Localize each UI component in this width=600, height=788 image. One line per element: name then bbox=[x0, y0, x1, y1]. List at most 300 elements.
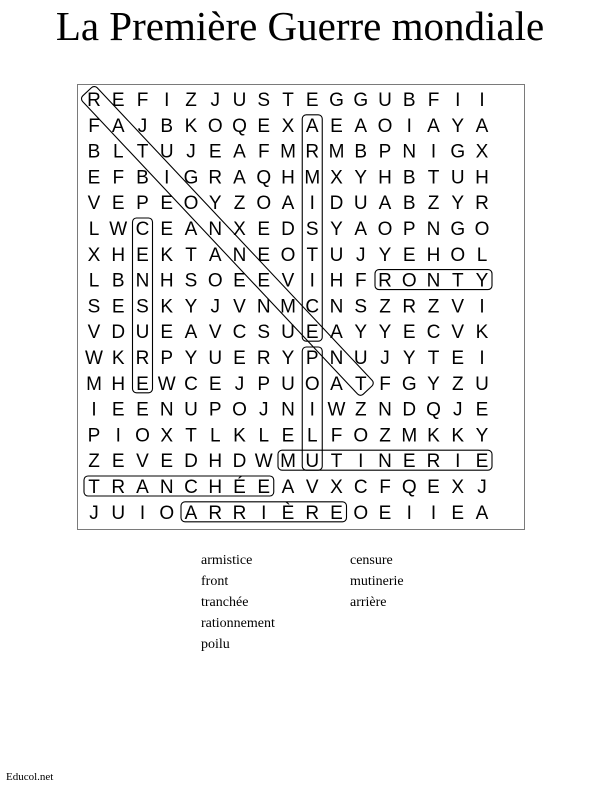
grid-cell[interactable]: E bbox=[281, 425, 295, 447]
grid-cell[interactable]: S bbox=[257, 90, 271, 111]
grid-cell[interactable]: O bbox=[353, 425, 369, 447]
grid-cell[interactable]: R bbox=[305, 502, 320, 524]
grid-cell[interactable]: B bbox=[111, 270, 125, 292]
grid-cell[interactable]: W bbox=[327, 399, 346, 421]
grid-cell[interactable]: P bbox=[305, 348, 319, 369]
grid-cell[interactable]: A bbox=[305, 115, 319, 137]
grid-cell[interactable]: Q bbox=[232, 115, 247, 137]
grid-cell[interactable]: D bbox=[402, 399, 417, 421]
grid-cell[interactable]: Y bbox=[354, 167, 368, 189]
grid-cell[interactable]: O bbox=[159, 502, 175, 524]
word-list-item: armistice bbox=[201, 553, 253, 568]
grid-cell[interactable]: C bbox=[184, 373, 198, 395]
grid-cell[interactable]: I bbox=[479, 296, 485, 318]
grid-cell[interactable]: V bbox=[87, 193, 101, 215]
grid-cell[interactable]: U bbox=[159, 141, 174, 163]
grid-cell[interactable]: M bbox=[328, 141, 345, 163]
grid-cell[interactable]: H bbox=[378, 167, 392, 189]
grid-cell[interactable]: U bbox=[378, 90, 392, 111]
grid-cell[interactable]: N bbox=[281, 399, 295, 421]
grid-cell[interactable]: D bbox=[329, 193, 344, 215]
grid-cell[interactable]: R bbox=[208, 502, 223, 524]
grid-cell[interactable]: E bbox=[136, 244, 149, 266]
grid-cell[interactable]: H bbox=[281, 167, 295, 189]
grid-cell[interactable]: D bbox=[111, 322, 126, 344]
grid-cell[interactable]: J bbox=[453, 399, 463, 421]
grid-cell[interactable]: X bbox=[281, 115, 295, 137]
grid-cell[interactable]: I bbox=[358, 451, 364, 473]
grid-cell[interactable]: H bbox=[426, 244, 441, 266]
grid-cell[interactable]: J bbox=[380, 348, 390, 369]
grid-cell[interactable]: F bbox=[257, 141, 270, 163]
grid-cell[interactable]: G bbox=[353, 90, 369, 111]
word-list-column-2 bbox=[350, 550, 404, 613]
grid-cell[interactable]: Y bbox=[402, 348, 416, 369]
grid-cell[interactable]: L bbox=[306, 425, 318, 447]
grid-cell[interactable]: X bbox=[233, 219, 246, 240]
grid-cell[interactable]: O bbox=[353, 502, 369, 524]
grid-cell[interactable]: H bbox=[208, 477, 223, 498]
grid-cell[interactable]: H bbox=[329, 270, 344, 292]
grid-cell[interactable]: A bbox=[184, 322, 198, 344]
grid-cell[interactable]: O bbox=[401, 270, 417, 292]
grid-cell[interactable]: E bbox=[330, 115, 343, 137]
grid-cell[interactable]: E bbox=[87, 167, 101, 189]
grid-cell[interactable]: Y bbox=[354, 322, 368, 344]
grid-cell[interactable]: B bbox=[354, 141, 368, 163]
word-list-item: censure bbox=[350, 553, 393, 568]
grid-cell[interactable]: A bbox=[330, 373, 343, 395]
grid-cell[interactable]: U bbox=[111, 502, 126, 524]
grid-cell[interactable]: R bbox=[378, 270, 392, 292]
grid-cell[interactable]: E bbox=[402, 451, 416, 473]
grid-cell[interactable]: I bbox=[139, 502, 146, 524]
word-list-item: arrière bbox=[350, 595, 387, 610]
grid-cell[interactable]: O bbox=[377, 115, 393, 137]
grid-cell[interactable]: E bbox=[208, 373, 222, 395]
grid-cell[interactable]: X bbox=[451, 477, 465, 498]
grid-cell[interactable]: P bbox=[136, 193, 149, 215]
grid-cell[interactable]: K bbox=[451, 425, 465, 447]
grid-cell[interactable]: S bbox=[354, 296, 368, 318]
grid-cell[interactable]: K bbox=[160, 296, 174, 318]
grid-cell[interactable]: F bbox=[427, 90, 440, 111]
grid-cell[interactable]: V bbox=[451, 296, 465, 318]
grid-cell[interactable]: E bbox=[427, 477, 440, 498]
grid-cell[interactable]: S bbox=[136, 296, 149, 318]
grid-cell[interactable]: A bbox=[233, 141, 246, 163]
grid-cell[interactable]: H bbox=[159, 270, 174, 292]
grid-cell[interactable]: E bbox=[111, 193, 125, 215]
grid-cell[interactable]: E bbox=[233, 348, 246, 369]
grid-cell[interactable]: K bbox=[427, 425, 440, 447]
grid-cell[interactable]: T bbox=[282, 90, 294, 111]
grid-cell[interactable]: Y bbox=[451, 193, 465, 215]
grid-cell[interactable]: J bbox=[477, 477, 487, 498]
grid-cell[interactable]: E bbox=[305, 322, 319, 344]
grid-cell[interactable]: Z bbox=[379, 425, 391, 447]
grid-cell[interactable]: O bbox=[256, 193, 272, 215]
grid-cell[interactable]: Y bbox=[281, 348, 295, 369]
grid-cell[interactable]: K bbox=[160, 244, 174, 266]
page-title: La Première Guerre mondiale bbox=[55, 3, 545, 49]
grid-cell[interactable]: R bbox=[87, 90, 101, 111]
grid-cell[interactable]: E bbox=[451, 502, 465, 524]
grid-cell[interactable]: U bbox=[232, 90, 247, 111]
grid-cell[interactable]: E bbox=[257, 219, 271, 240]
grid-cell[interactable]: J bbox=[210, 296, 220, 318]
grid-cell[interactable]: I bbox=[164, 167, 170, 189]
grid-cell[interactable]: L bbox=[476, 244, 488, 266]
grid-cell[interactable]: R bbox=[426, 451, 441, 473]
grid-cell[interactable]: C bbox=[426, 322, 441, 344]
grid-cell[interactable]: O bbox=[207, 270, 223, 292]
grid-cell[interactable]: N bbox=[378, 451, 392, 473]
grid-cell[interactable]: E bbox=[475, 451, 489, 473]
grid-cell[interactable]: I bbox=[91, 399, 97, 421]
grid-cell[interactable]: U bbox=[353, 193, 368, 215]
grid-cell[interactable]: F bbox=[379, 477, 391, 498]
grid-cell[interactable]: P bbox=[87, 425, 101, 447]
grid-cell[interactable]: V bbox=[136, 451, 149, 473]
grid-cell[interactable]: U bbox=[475, 373, 489, 395]
grid-cell[interactable]: E bbox=[233, 270, 246, 292]
grid-cell[interactable]: P bbox=[257, 373, 271, 395]
grid-cell[interactable]: F bbox=[354, 270, 367, 292]
grid-cell[interactable]: E bbox=[160, 219, 174, 240]
grid-cell[interactable]: U bbox=[208, 348, 223, 369]
grid-cell[interactable]: N bbox=[256, 296, 271, 318]
grid-cell[interactable]: P bbox=[378, 141, 392, 163]
grid-cell[interactable]: L bbox=[88, 219, 100, 240]
grid-cell[interactable]: W bbox=[85, 348, 103, 369]
grid-cell[interactable]: I bbox=[406, 115, 412, 137]
grid-cell[interactable]: T bbox=[354, 373, 367, 395]
grid-cell[interactable]: D bbox=[281, 219, 295, 240]
grid-cell[interactable]: O bbox=[304, 373, 320, 395]
grid-cell[interactable]: I bbox=[309, 270, 315, 292]
grid-cell[interactable]: B bbox=[160, 115, 174, 137]
grid-cell[interactable]: H bbox=[208, 451, 223, 473]
grid-cell[interactable]: M bbox=[401, 425, 418, 447]
grid-cell[interactable]: R bbox=[402, 296, 417, 318]
grid-cell[interactable]: O bbox=[232, 399, 247, 421]
grid-cell[interactable]: Z bbox=[185, 90, 197, 111]
grid-cell[interactable]: M bbox=[86, 373, 102, 395]
grid-cell[interactable]: O bbox=[207, 115, 223, 137]
grid-cell[interactable]: X bbox=[160, 425, 174, 447]
grid-cell[interactable]: I bbox=[479, 348, 485, 369]
grid-cell[interactable]: U bbox=[450, 167, 465, 189]
grid-cell[interactable]: I bbox=[309, 193, 315, 215]
grid-cell[interactable]: E bbox=[475, 399, 489, 421]
grid-cell[interactable]: Y bbox=[475, 425, 489, 447]
word-list-item: poilu bbox=[201, 637, 230, 652]
grid-cell[interactable]: U bbox=[281, 373, 295, 395]
grid-cell[interactable]: L bbox=[88, 270, 100, 292]
grid-cell[interactable]: I bbox=[261, 502, 267, 524]
grid-cell[interactable]: B bbox=[136, 167, 149, 189]
grid-cell[interactable]: A bbox=[427, 115, 440, 137]
grid-cell[interactable]: C bbox=[305, 296, 320, 318]
grid-cell[interactable]: A bbox=[378, 193, 392, 215]
grid-cell[interactable]: E bbox=[208, 141, 222, 163]
grid-cell[interactable]: I bbox=[455, 90, 461, 111]
grid-cell[interactable]: X bbox=[330, 167, 343, 189]
grid-cell[interactable]: T bbox=[306, 244, 319, 266]
grid-cell[interactable]: J bbox=[210, 90, 220, 111]
grid-cell[interactable]: H bbox=[111, 244, 126, 266]
grid-cell[interactable]: N bbox=[378, 399, 392, 421]
grid-cell[interactable]: Z bbox=[88, 451, 100, 473]
grid-cell[interactable]: E bbox=[111, 90, 125, 111]
grid-cell[interactable]: Q bbox=[401, 477, 417, 498]
grid-cell[interactable]: U bbox=[184, 399, 198, 421]
grid-cell[interactable]: L bbox=[112, 141, 124, 163]
grid-cell[interactable]: K bbox=[184, 115, 198, 137]
grid-cell[interactable]: E bbox=[111, 296, 125, 318]
grid-cell[interactable]: Z bbox=[354, 399, 367, 421]
grid-cell[interactable]: C bbox=[135, 219, 150, 240]
grid-cell[interactable]: P bbox=[208, 399, 222, 421]
grid-cell[interactable]: U bbox=[353, 348, 368, 369]
grid-cell[interactable]: E bbox=[378, 502, 392, 524]
grid-cell[interactable]: F bbox=[379, 373, 391, 395]
grid-cell[interactable]: O bbox=[450, 244, 466, 266]
grid-cell[interactable]: Y bbox=[330, 219, 343, 240]
grid-cell[interactable]: N bbox=[329, 296, 344, 318]
grid-cell[interactable]: A bbox=[233, 167, 246, 189]
grid-cell[interactable]: J bbox=[259, 399, 269, 421]
grid-cell[interactable]: N bbox=[426, 219, 441, 240]
grid-cell[interactable]: S bbox=[305, 219, 319, 240]
word-list-column-1 bbox=[201, 550, 275, 655]
grid-cell[interactable]: M bbox=[304, 167, 321, 189]
grid-cell[interactable]: X bbox=[87, 244, 101, 266]
grid-cell[interactable]: Y bbox=[427, 373, 440, 395]
puzzle-grid[interactable] bbox=[77, 84, 525, 530]
puzzle-svg bbox=[78, 85, 526, 531]
grid-cell[interactable]: Q bbox=[426, 399, 441, 421]
grid-cell[interactable]: M bbox=[280, 296, 296, 318]
grid-cell[interactable]: R bbox=[208, 167, 223, 189]
grid-cell[interactable]: K bbox=[233, 425, 246, 447]
grid-cell[interactable]: T bbox=[88, 477, 100, 498]
grid-cell[interactable]: I bbox=[430, 502, 437, 524]
grid-cell[interactable]: O bbox=[135, 425, 150, 447]
grid-cell[interactable]: T bbox=[427, 167, 440, 189]
grid-cell[interactable]: L bbox=[258, 425, 270, 447]
grid-cell[interactable]: E bbox=[257, 244, 271, 266]
grid-cell[interactable]: Y bbox=[184, 348, 198, 369]
grid-cell[interactable]: G bbox=[450, 141, 466, 163]
grid-cell[interactable]: I bbox=[479, 90, 485, 111]
grid-cell[interactable]: A bbox=[281, 193, 295, 215]
grid-cell[interactable]: A bbox=[475, 502, 489, 524]
grid-cell[interactable]: J bbox=[356, 244, 366, 266]
grid-cell[interactable]: A bbox=[281, 477, 295, 498]
grid-cell[interactable]: Z bbox=[427, 296, 440, 318]
grid-cell[interactable]: E bbox=[160, 451, 174, 473]
grid-cell[interactable]: U bbox=[329, 244, 344, 266]
grid-cell[interactable]: A bbox=[136, 477, 149, 498]
grid-cell[interactable]: A bbox=[475, 115, 489, 137]
grid-cell[interactable]: Y bbox=[378, 322, 392, 344]
grid-cell[interactable]: K bbox=[475, 322, 489, 344]
grid-cell[interactable]: V bbox=[305, 477, 319, 498]
grid-cell[interactable]: Y bbox=[378, 244, 392, 266]
grid-cell[interactable]: G bbox=[401, 373, 417, 395]
grid-cell[interactable]: Y bbox=[208, 193, 222, 215]
grid-cell[interactable]: Z bbox=[379, 296, 391, 318]
grid-cell[interactable]: A bbox=[330, 322, 343, 344]
grid-cell[interactable]: E bbox=[160, 322, 174, 344]
grid-cell[interactable]: I bbox=[455, 451, 461, 473]
grid-cell[interactable]: Y bbox=[451, 115, 465, 137]
grid-cell[interactable]: P bbox=[160, 348, 174, 369]
grid-cell[interactable]: T bbox=[185, 244, 197, 266]
grid-cell[interactable]: E bbox=[257, 115, 271, 137]
grid-cell[interactable]: A bbox=[184, 502, 198, 524]
grid-cell[interactable]: J bbox=[186, 141, 196, 163]
grid-cell[interactable]: E bbox=[111, 451, 125, 473]
grid-cell[interactable]: F bbox=[88, 115, 100, 137]
grid-cell[interactable]: E bbox=[330, 502, 343, 524]
grid-cell[interactable]: E bbox=[111, 399, 125, 421]
grid-cell[interactable]: N bbox=[159, 477, 174, 498]
grid-cell[interactable]: B bbox=[402, 193, 416, 215]
grid-cell[interactable]: O bbox=[183, 193, 199, 215]
grid-cell[interactable]: N bbox=[329, 348, 344, 369]
grid-cell[interactable]: R bbox=[305, 141, 320, 163]
grid-cell[interactable]: I bbox=[115, 425, 121, 447]
grid-cell[interactable]: V bbox=[208, 322, 222, 344]
grid-cell[interactable]: X bbox=[475, 141, 489, 163]
grid-cell[interactable]: I bbox=[309, 399, 315, 421]
grid-cell[interactable]: A bbox=[111, 115, 125, 137]
grid-cell[interactable]: N bbox=[232, 244, 247, 266]
grid-cell[interactable]: E bbox=[257, 270, 271, 292]
grid-cell[interactable]: C bbox=[232, 322, 247, 344]
grid-cell[interactable]: T bbox=[136, 141, 149, 163]
grid-cell[interactable]: B bbox=[402, 90, 416, 111]
grid-cell[interactable]: Y bbox=[184, 296, 198, 318]
grid-cell[interactable]: N bbox=[208, 219, 223, 240]
grid-cell[interactable]: Y bbox=[475, 270, 489, 292]
grid-cell[interactable]: T bbox=[330, 451, 343, 473]
grid-cell[interactable]: Q bbox=[256, 167, 272, 189]
grid-cell[interactable]: A bbox=[184, 219, 198, 240]
grid-cell[interactable]: C bbox=[353, 477, 368, 498]
grid-cell[interactable]: N bbox=[135, 270, 150, 292]
grid-cell[interactable]: N bbox=[159, 399, 174, 421]
grid-cell[interactable]: D bbox=[232, 451, 247, 473]
grid-cell[interactable]: N bbox=[426, 270, 441, 292]
grid-cell[interactable]: R bbox=[256, 348, 271, 369]
grid-cell[interactable]: T bbox=[427, 348, 440, 369]
grid-cell[interactable]: F bbox=[330, 425, 343, 447]
grid-cell[interactable]: E bbox=[402, 244, 416, 266]
grid-cell[interactable]: I bbox=[430, 141, 437, 163]
grid-cell[interactable]: C bbox=[184, 477, 198, 498]
grid-cell[interactable]: R bbox=[232, 502, 247, 524]
grid-cell[interactable]: O bbox=[280, 244, 296, 266]
grid-cell[interactable]: A bbox=[208, 244, 222, 266]
grid-cell[interactable]: E bbox=[160, 193, 174, 215]
grid-cell[interactable]: E bbox=[305, 90, 319, 111]
grid-cell[interactable]: Z bbox=[427, 193, 440, 215]
grid-cell[interactable]: X bbox=[330, 477, 343, 498]
grid-cell[interactable]: U bbox=[305, 451, 320, 473]
grid-cell[interactable]: S bbox=[87, 296, 101, 318]
grid-cell[interactable]: E bbox=[136, 373, 149, 395]
grid-cell[interactable]: F bbox=[112, 167, 125, 189]
grid-cell[interactable]: N bbox=[402, 141, 417, 163]
grid-cell[interactable]: E bbox=[451, 348, 465, 369]
grid-cell[interactable]: O bbox=[377, 219, 393, 240]
grid-cell[interactable]: R bbox=[475, 193, 489, 215]
grid-cell[interactable]: M bbox=[280, 451, 296, 473]
grid-cell[interactable]: V bbox=[451, 322, 465, 344]
grid-cell[interactable]: V bbox=[233, 296, 246, 318]
grid-cell[interactable]: H bbox=[475, 167, 489, 189]
grid-cell[interactable]: G bbox=[450, 219, 466, 240]
grid-cell[interactable]: G bbox=[329, 90, 344, 111]
grid-cell[interactable]: R bbox=[111, 477, 126, 498]
grid-cell[interactable]: V bbox=[281, 270, 295, 292]
grid-cell[interactable]: L bbox=[209, 425, 221, 447]
grid-cell[interactable]: E bbox=[257, 477, 271, 498]
grid-cell[interactable]: R bbox=[135, 348, 150, 369]
grid-cell[interactable]: I bbox=[164, 90, 170, 111]
grid-cell[interactable]: J bbox=[234, 373, 245, 395]
grid-cell[interactable]: B bbox=[402, 167, 416, 189]
grid-cell[interactable]: È bbox=[281, 502, 295, 524]
grid-cell[interactable]: U bbox=[135, 322, 150, 344]
grid-cell[interactable]: D bbox=[184, 451, 198, 473]
grid-cell[interactable]: M bbox=[280, 141, 296, 163]
grid-cell[interactable]: J bbox=[137, 115, 148, 137]
grid-cell[interactable]: V bbox=[87, 322, 101, 344]
grid-cell[interactable]: B bbox=[87, 141, 101, 163]
grid-cell[interactable]: U bbox=[281, 322, 295, 344]
grid-cell[interactable]: J bbox=[89, 502, 99, 524]
grid-cell[interactable]: Z bbox=[451, 373, 464, 395]
grid-cell[interactable]: O bbox=[474, 219, 490, 240]
grid-cell[interactable]: É bbox=[233, 477, 246, 498]
word-list-item: mutinerie bbox=[350, 574, 404, 589]
grid-cell[interactable]: Z bbox=[233, 193, 246, 215]
grid-cell[interactable]: S bbox=[257, 322, 271, 344]
grid-cell[interactable]: W bbox=[254, 451, 273, 473]
grid-cell[interactable]: A bbox=[354, 219, 368, 240]
grid-cell[interactable]: W bbox=[157, 373, 176, 395]
grid-cell[interactable]: F bbox=[136, 90, 149, 111]
grid-cell[interactable]: A bbox=[354, 115, 368, 137]
grid-cell[interactable]: T bbox=[451, 270, 464, 292]
grid-cell[interactable]: W bbox=[109, 219, 128, 240]
grid-cell[interactable]: G bbox=[183, 167, 199, 189]
grid-cell[interactable]: T bbox=[185, 425, 197, 447]
grid-cell[interactable]: I bbox=[406, 502, 412, 524]
word-list-item: tranchée bbox=[201, 595, 249, 610]
grid-cell[interactable]: E bbox=[402, 322, 416, 344]
grid-cell[interactable]: P bbox=[402, 219, 416, 240]
grid-cell[interactable]: K bbox=[111, 348, 125, 369]
grid-cell[interactable]: S bbox=[184, 270, 198, 292]
grid-cell[interactable]: E bbox=[136, 399, 149, 421]
grid-cell[interactable]: H bbox=[111, 373, 126, 395]
